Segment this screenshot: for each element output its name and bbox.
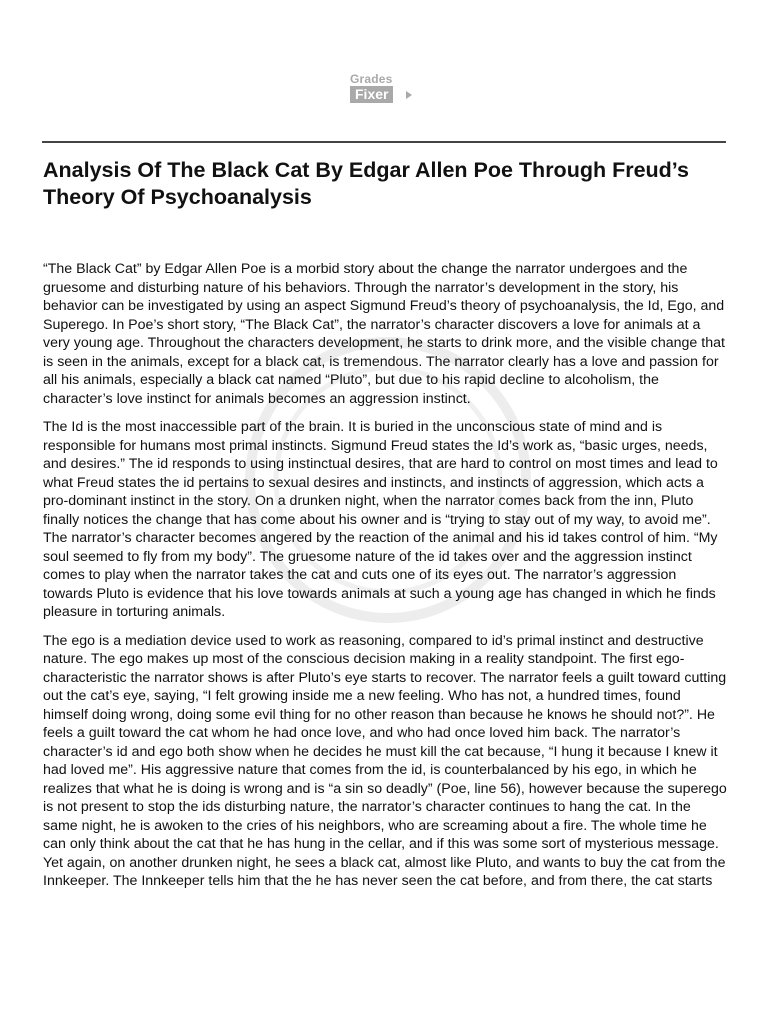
logo-box-text: Fixer <box>350 86 393 103</box>
logo-arrow-icon <box>406 91 412 99</box>
body-paragraph: The ego is a mediation device used to work as reasoning, compared to id’s primal instinct and destructive nature. The ego makes up most of the conscious decision making in a reality standpoint. The first ego-characteristic the narrator shows is after Pluto’s eye starts to recover. The narrator feels a guilt toward cutting out the cat’s eye, saying, “I felt growing inside me a new feeling. Who has not, a hundred times, found himself doing wrong, doing some evil thing for no other reason than because he knows he should not?”. He feels a guilt toward the cat whom he had once love, and who had once loved him back. The narrator’s character’s id and ego both show when he decides he must kill the cat because, “I hung it because I knew it had loved me”. His aggressive nature that comes from the id, is counterbalanced by his ego, in which he realizes that what he is doing is wrong and is “a sin so deadly” (Poe, line 56), however because the superego is not present to stop the ids disturbing nature, the narrator’s character continues to hang the cat. In the same night, he is awoken to the cries of his neighbors, who are screaming about a fire. The whole time he can only think about the cat that he has hung in the cellar, and if this was some sort of mysterious message. Yet again, on another drunken night, he sees a black cat, almost like Pluto, and wants to buy the cat from the Innkeeper. The Innkeeper tells him that the he has never seen the cat before, and from there, the cat starts <box>43 632 727 889</box>
body-paragraph: The Id is the most inaccessible part of the brain. It is buried in the unconscious state of mind and is responsible for humans most primal instincts. Sigmund Freud states the Id’s work as, “basic urges, needs, and desires.” The id responds to using instinctual desires, that are hard to control on most times and lead to what Freud states the id pertains to sexual desires and instincts, and instincts of aggression, which acts a pro-dominant instinct in the story. On a drunken night, when the narrator comes back from the inn, Pluto finally notices the change that has come about his owner and is “trying to stay out of my way, to avoid me”. The narrator’s character becomes angered by the reaction of the animal and his id takes control of him. “My soul seemed to fly from my body”. The gruesome nature of the id takes over and the aggression instinct comes to play when the narrator takes the cat and cuts one of its eyes out. The narrator’s aggression towards Pluto is evidence that his love towards animals at such a young age has changed in which he finds pleasure in torturing animals. <box>43 419 718 620</box>
header-divider <box>42 141 726 143</box>
logo-top-text: Grades <box>350 72 393 86</box>
gradesfixer-logo <box>348 72 420 108</box>
document-title: Analysis Of The Black Cat By Edgar Allen Poe Through Freud’s Theory Of Psychoanalysis <box>43 158 689 209</box>
body-paragraph: “The Black Cat” by Edgar Allen Poe is a morbid story about the change the narrator undergoes and the gruesome and disturbing nature of his behaviors. Through the narrator’s development in the story, his behavior can be investigated by using an aspect Sigmund Freud’s theory of psychoanalysis, the Id, Ego, and Superego. In Poe’s short story, “The Black Cat”, the narrator’s character discovers a love for animals at a very young age. Throughout the characters development, he starts to drink more, and the visible change that is seen in the animals, except for a black cat, is tremendous. The narrator clearly has a love and passion for all his animals, especially a black cat named “Pluto”, but due to his rapid decline to alcoholism, the character’s love instinct for animals becomes an aggression instinct. <box>43 261 725 407</box>
document-body <box>43 260 727 901</box>
